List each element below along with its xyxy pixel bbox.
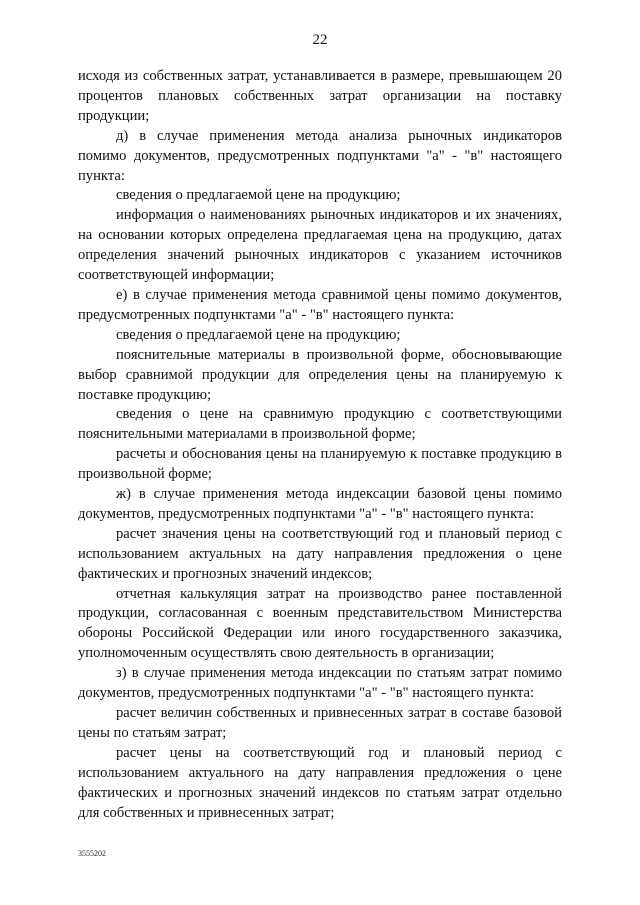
page-number: 22 [312, 32, 328, 48]
paragraph-comparable-price: сведения о цене на сравнимую продукцию с соответствующими пояснительными материалами в произвольной форме; [78, 406, 562, 443]
document-body [78, 67, 562, 823]
paragraph-calculations: расчеты и обоснования цены на планируемую к поставке продукцию в произвольной форме; [78, 446, 562, 483]
paragraph-market-indicators: информация о наименованиях рыночных индикаторов и их значениях, на основании которых определена предлагаемая цена на продукцию, датах определения значений рыночных индикаторов с указанием источников соответствующей информации; [78, 207, 562, 284]
paragraph-continuation: исходя из собственных затрат, устанавливается в размере, превышающем 20 процентов плановых собственных затрат организации на поставку продукции; [78, 68, 562, 124]
paragraph-price-calculation: расчет значения цены на соответствующий год и плановый период с использованием актуальных на дату направления предложения о цене фактических и прогнозных значений индексов; [78, 525, 562, 582]
paragraph-item-d: д) в случае применения метода анализа рыночных индикаторов помимо документов, предусмотренных подпунктами "а" - "в" настоящего пункта: [78, 127, 562, 184]
paragraph-cost-report: отчетная калькуляция затрат на производство ранее поставленной продукции, согласованная с военным представительством Министерства обороны Российской Федерации или иного государственного заказчика, уполномоченным осуществлять свою деятельность в организации; [78, 585, 562, 662]
paragraph-price-info: сведения о предлагаемой цене на продукцию; [116, 187, 401, 204]
paragraph-price-by-cost-items: расчет цены на соответствующий год и плановый период с использованием актуального на дату направления предложения о цене фактических и прогнозных значений индексов по статьям затрат отдельно для собственных и привнесенных затрат; [78, 744, 562, 821]
document-code: 3555202 [78, 849, 106, 858]
paragraph-item-e: е) в случае применения метода сравнимой цены помимо документов, предусмотренных подпунктами "а" - "в" настоящего пункта: [78, 286, 562, 323]
paragraph-item-zh: ж) в случае применения метода индексации базовой цены помимо документов, предусмотренных подпунктами "а" - "в" настоящего пункта: [78, 486, 562, 522]
paragraph-explanatory-materials: пояснительные материалы в произвольной форме, обосновывающие выбор сравнимой продукции для определения цены на планируемую к поставке продукцию; [78, 346, 562, 403]
paragraph-cost-values: расчет величин собственных и привнесенных затрат в составе базовой цены по статьям затрат; [78, 705, 562, 741]
paragraph-item-z: з) в случае применения метода индексации по статьям затрат помимо документов, предусмотренных подпунктами "а" - "в" настоящего пункта: [78, 665, 562, 702]
paragraph-price-info-2: сведения о предлагаемой цене на продукцию; [116, 326, 401, 343]
